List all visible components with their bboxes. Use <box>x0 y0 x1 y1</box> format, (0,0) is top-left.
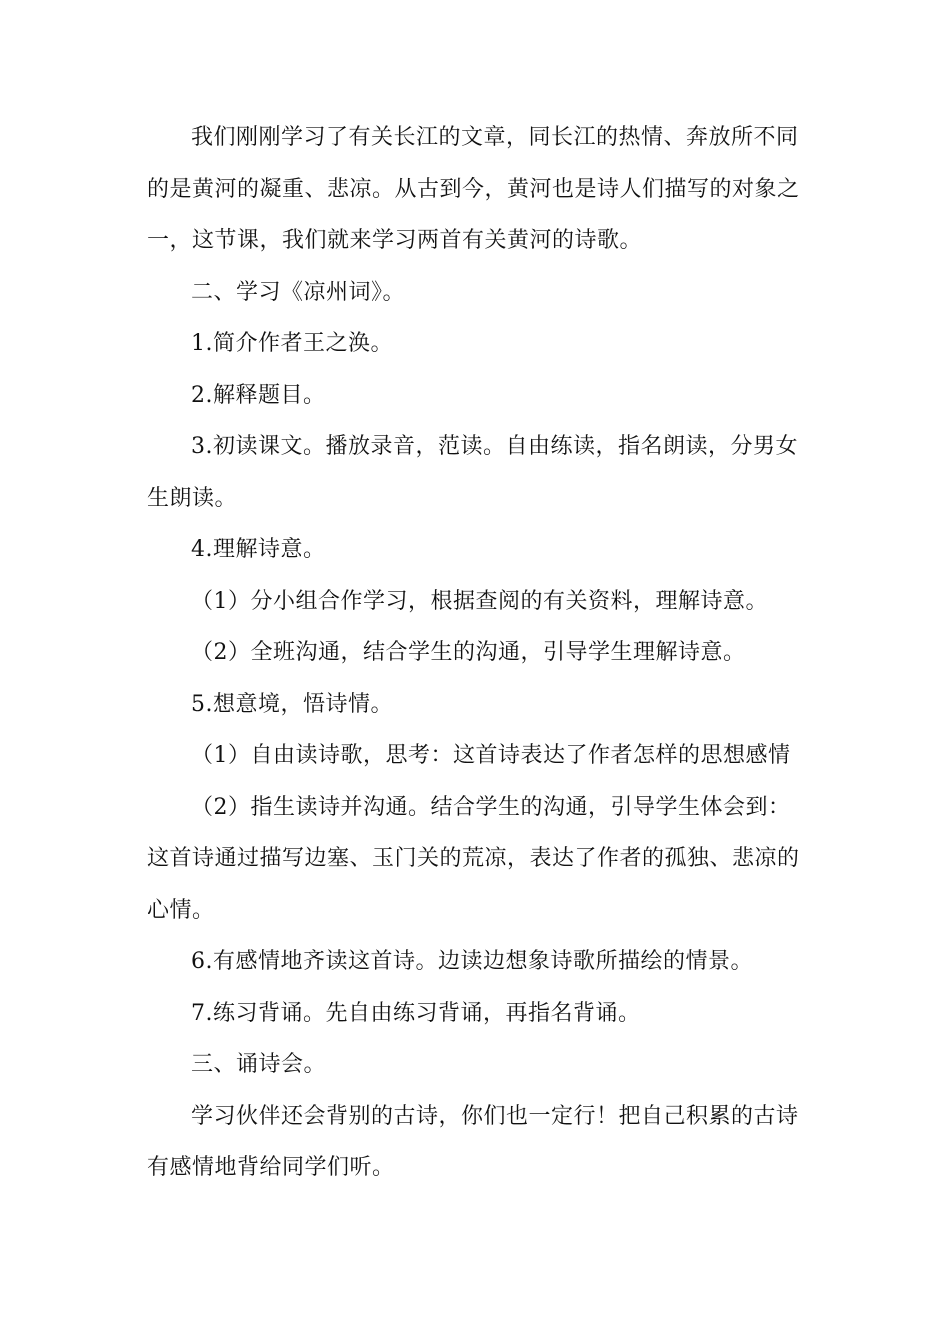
step-2-title: 2.解释题目。 <box>191 382 326 408</box>
section-heading-recital: 三、诵诗会。 <box>191 1052 327 1077</box>
document-body <box>147 112 807 1194</box>
step-5-mood: 5.想意境，悟诗情。 <box>191 691 393 717</box>
paragraph-closing: 学习伙伴还会背别的古诗，你们也一定行！把自己积累的古诗有感情地背给同学们听。 <box>147 1103 799 1180</box>
paragraph-intro: 我们刚刚学习了有关长江的文章，同长江的热情、奔放所不同的是黄河的凝重、悲凉。从古到今，黄河也是诗人们描写的对象之一，这节课，我们就来学习两首有关黄河的诗歌。 <box>147 125 800 253</box>
step-5-sub-1: （1）自由读诗歌，思考：这首诗表达了作者怎样的思想感情 <box>191 743 791 768</box>
step-4-sub-1: （1）分小组合作学习，根据查阅的有关资料，理解诗意。 <box>191 588 768 614</box>
step-4-meaning: 4.理解诗意。 <box>191 537 326 562</box>
section-heading-liangzhouci: 二、学习《凉州词》。 <box>191 279 406 305</box>
step-3-first-reading: 3.初读课文。播放录音，范读。自由练读，指名朗读，分男女生朗读。 <box>147 434 798 511</box>
step-4-sub-2: （2）全班沟通，结合学生的沟通，引导学生理解诗意。 <box>191 640 746 665</box>
step-5-sub-2: （2）指生读诗并沟通。结合学生的沟通，引导学生体会到：这首诗通过描写边塞、玉门关的荒凉，表达了作者的孤独、悲凉的心情。 <box>147 794 800 923</box>
step-6-read-aloud: 6.有感情地齐读这首诗。边读边想象诗歌所描绘的情景。 <box>191 949 753 974</box>
step-1-author: 1.简介作者王之涣。 <box>191 331 393 356</box>
step-7-recite: 7.练习背诵。先自由练习背诵，再指名背诵。 <box>191 1000 641 1026</box>
